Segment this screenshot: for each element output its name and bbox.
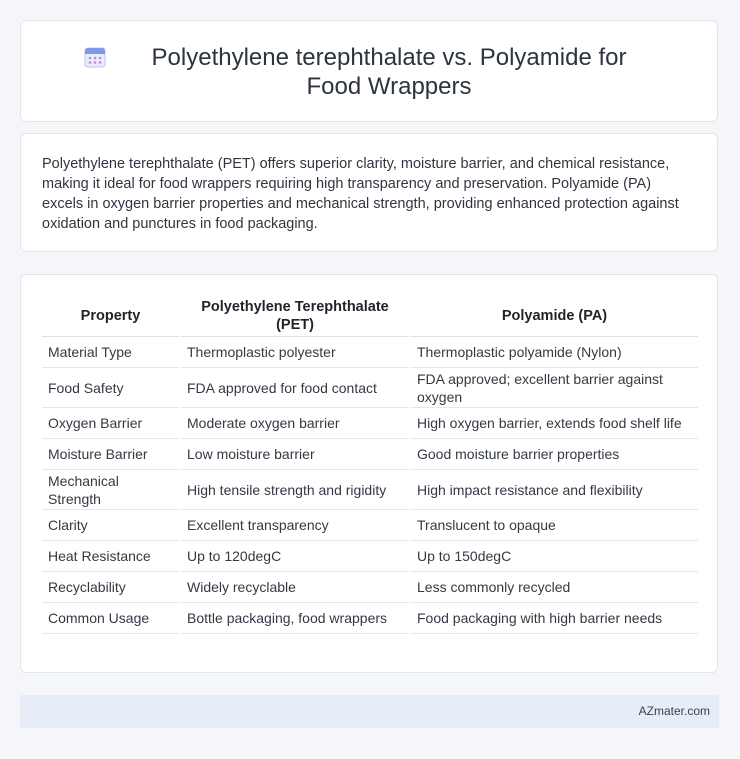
row-property: Moisture Barrier bbox=[42, 439, 180, 470]
table-row bbox=[42, 603, 698, 634]
row-pa-value: FDA approved; excellent barrier against oxygen bbox=[410, 368, 698, 408]
row-pet-value: Moderate oxygen barrier bbox=[180, 408, 410, 439]
footer-brand-link[interactable]: AZmater.com bbox=[638, 704, 710, 718]
table-row bbox=[42, 510, 698, 541]
row-property: Food Safety bbox=[42, 368, 180, 408]
row-property: Oxygen Barrier bbox=[42, 408, 180, 439]
row-pa-value: Good moisture barrier properties bbox=[410, 439, 698, 470]
row-pet-value: Widely recyclable bbox=[180, 572, 410, 603]
row-pa-value: Thermoplastic polyamide (Nylon) bbox=[410, 337, 698, 368]
intro-card bbox=[20, 133, 718, 252]
intro-paragraph: Polyethylene terephthalate (PET) offers superior clarity, moisture barrier, and chemical resistance, making it ideal for food wrappers requiring high transparency and preservation. Polyamide (PA) excels in oxygen barrier properties and mechanical strength, providing enhanced protection against oxidation and punctures in food packaging. bbox=[42, 156, 679, 232]
table-row bbox=[42, 368, 698, 408]
row-pet-value: Up to 120degC bbox=[180, 541, 410, 572]
table-row bbox=[42, 470, 698, 510]
row-property: Mechanical Strength bbox=[42, 470, 180, 510]
table-row bbox=[42, 572, 698, 603]
footer-bar bbox=[20, 695, 719, 728]
row-pet-value: Low moisture barrier bbox=[180, 439, 410, 470]
table-row bbox=[42, 541, 698, 572]
row-pet-value: High tensile strength and rigidity bbox=[180, 470, 410, 510]
row-property: Heat Resistance bbox=[42, 541, 180, 572]
row-property: Clarity bbox=[42, 510, 180, 541]
row-pa-value: Up to 150degC bbox=[410, 541, 698, 572]
table-row bbox=[42, 439, 698, 470]
row-pet-value: FDA approved for food contact bbox=[180, 368, 410, 408]
table-header-row bbox=[42, 296, 698, 337]
row-pet-value: Bottle packaging, food wrappers bbox=[180, 603, 410, 634]
row-pa-value: Food packaging with high barrier needs bbox=[410, 603, 698, 634]
comparison-table-card bbox=[20, 274, 718, 673]
row-property: Common Usage bbox=[42, 603, 180, 634]
page-title: Polyethylene terephthalate vs. Polyamide for Food Wrappers bbox=[151, 44, 627, 100]
row-pet-value: Thermoplastic polyester bbox=[180, 337, 410, 368]
row-pa-value: High oxygen barrier, extends food shelf life bbox=[410, 408, 698, 439]
header-pa: Polyamide (PA) bbox=[410, 296, 698, 337]
row-pa-value: High impact resistance and flexibility bbox=[410, 470, 698, 510]
table-row bbox=[42, 337, 698, 368]
title-card bbox=[20, 20, 718, 122]
row-property: Material Type bbox=[42, 337, 180, 368]
comparison-table bbox=[42, 296, 698, 634]
table-row bbox=[42, 408, 698, 439]
row-pa-value: Less commonly recycled bbox=[410, 572, 698, 603]
header-property: Property bbox=[42, 296, 180, 337]
row-pet-value: Excellent transparency bbox=[180, 510, 410, 541]
row-pa-value: Translucent to opaque bbox=[410, 510, 698, 541]
row-property: Recyclability bbox=[42, 572, 180, 603]
header-pet: Polyethylene Terephthalate (PET) bbox=[180, 296, 410, 337]
